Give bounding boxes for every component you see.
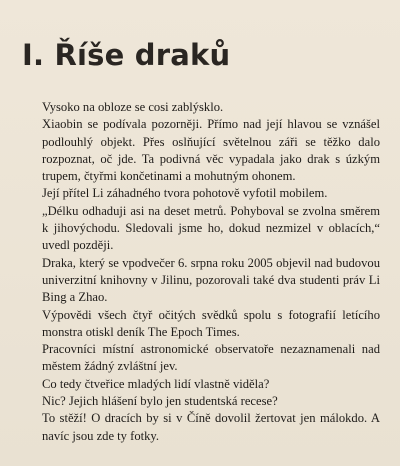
paragraph-8: Co tedy čtveřice mladých lidí vlastně viděla? (42, 376, 270, 391)
chapter-title: I. Říše draků (22, 38, 231, 72)
chapter-body (42, 99, 380, 445)
paragraph-5: Draka, který se vpodvečer 6. srpna roku 2005 objevil nad budovou univerzitní knihovny v Jilinu, pozorovali také dva studenti práv Li Bing a Zhao. (42, 255, 380, 305)
paragraph-2: Xiaobin se podívala pozorněji. Přímo nad její hlavou se vznášel podlouhlý objekt. Přes oslňující světelnou záři se těžko dalo rozpoznat, oč jde. Ta podivná věc vypadala jako drak s úzkým trupem, čtyřmi končetinami a mohutným ohonem. (42, 117, 380, 184)
paragraph-10: To stěží! O dracích by si v Číně dovolil žertovat jen málokdo. A navíc jsou zde ty fotky. (42, 411, 380, 443)
paragraph-1: Vysoko na obloze se cosi zablýsklo. (42, 100, 224, 114)
paragraph-7: Pracovníci místní astronomické observatoře nezaznamenali nad městem žádný zvláštní jev. (42, 342, 380, 374)
paragraph-9: Nic? Jejich hlášení bylo jen studentská recese? (42, 394, 278, 409)
paragraph-3: Její přítel Li záhadného tvora pohotově vyfotil mobilem. (42, 186, 328, 201)
paragraph-4: „Délku odhaduji asi na deset metrů. Pohyboval se zvolna směrem k jihovýchodu. Sledovali jsme ho, dokud nezmizel v oblacích,“ uvedl později. (42, 203, 380, 253)
paragraph-6: Výpovědi všech čtyř očitých svědků spolu s fotografií letícího monstra otiskl deník The Epoch Times. (42, 307, 380, 339)
